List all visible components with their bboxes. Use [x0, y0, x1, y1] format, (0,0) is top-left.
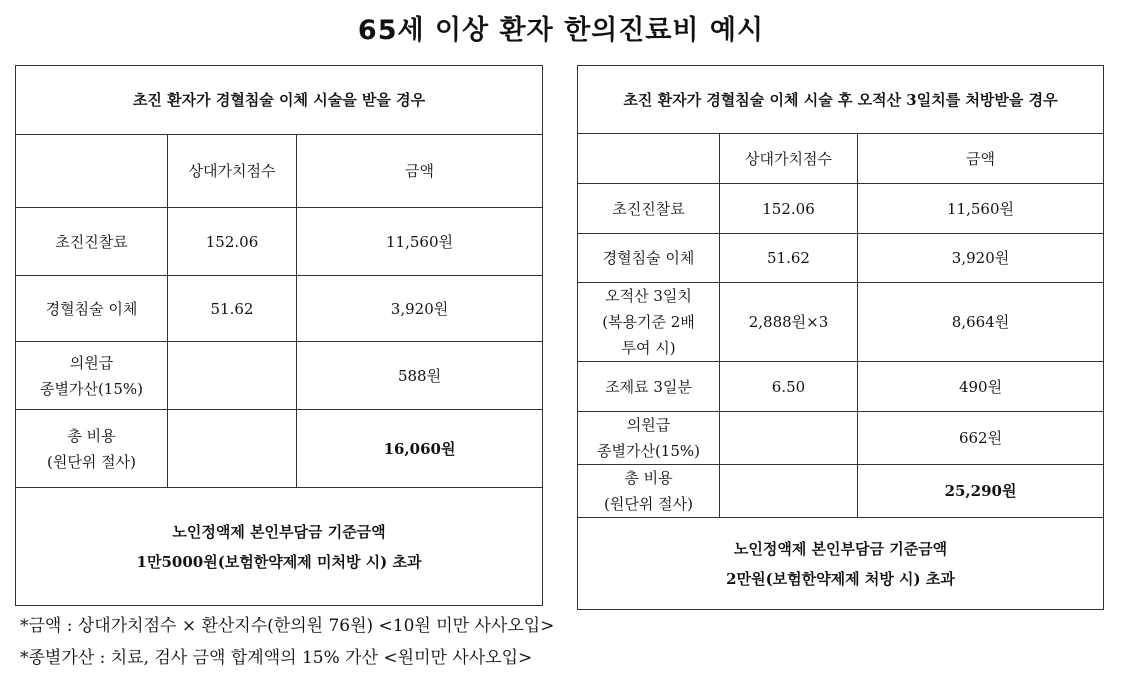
row-item-label-line: 오적산 3일치 — [605, 287, 692, 305]
row-item-label-line: (복용기준 2배 — [602, 313, 695, 331]
right-col-amount-header: 금액 — [858, 134, 1104, 184]
row-amount-value: 3,920원 — [297, 276, 543, 342]
right-fee-table — [577, 65, 1104, 610]
row-amount-value: 11,560원 — [858, 184, 1104, 234]
row-item-label-line: 총 비용 — [624, 469, 673, 487]
footer-line: 노인정액제 본인부담금 기준금액 — [733, 539, 948, 558]
row-points-value: 6.50 — [720, 362, 858, 412]
row-item-label — [578, 412, 720, 465]
row-points-value: 152.06 — [168, 208, 297, 276]
left-fee-table — [15, 65, 543, 606]
row-item-label: 조제료 3일분 — [578, 362, 720, 412]
table-row — [16, 208, 543, 276]
row-item-label — [578, 465, 720, 518]
footnote-amount: *금액 : 상대가치점수 × 환산지수(한의원 76원) <10원 미만 사사오입> — [20, 616, 555, 636]
row-item-label-line: 종별가산(15%) — [596, 442, 700, 460]
row-item-label-line: 의원급 — [69, 353, 114, 372]
row-points-value: 2,888원×3 — [720, 283, 858, 362]
footer-line: 1만5000원(보험한약제제 미처방 시) 초과 — [136, 552, 422, 571]
row-points-value — [720, 465, 858, 518]
footer-line: 2만원(보험한약제제 처방 시) 초과 — [726, 569, 955, 588]
total-amount-value: 16,060원 — [297, 410, 543, 488]
left-table-footer — [16, 488, 543, 606]
total-amount-value: 25,290원 — [858, 465, 1104, 518]
left-col-amount-header: 금액 — [297, 135, 543, 208]
row-amount-value: 490원 — [858, 362, 1104, 412]
left-header-empty — [16, 135, 168, 208]
row-item-label-line: 투여 시) — [621, 339, 676, 357]
table-row — [16, 342, 543, 410]
row-amount-value: 588원 — [297, 342, 543, 410]
table-row — [578, 412, 1104, 465]
left-table-heading: 초진 환자가 경혈침술 이체 시술을 받을 경우 — [16, 66, 543, 135]
footnote-surcharge: *종별가산 : 치료, 검사 금액 합계액의 15% 가산 <원미만 사사오입> — [20, 648, 533, 668]
row-item-label-line: (원단위 절사) — [47, 452, 136, 471]
table-row — [578, 184, 1104, 234]
row-amount-value: 11,560원 — [297, 208, 543, 276]
row-item-label — [578, 283, 720, 362]
row-item-label — [16, 342, 168, 410]
row-amount-value: 662원 — [858, 412, 1104, 465]
footer-line: 노인정액제 본인부담금 기준금액 — [172, 522, 386, 541]
row-item-label-line: 종별가산(15%) — [39, 379, 143, 398]
row-item-label: 초진진찰료 — [16, 208, 168, 276]
table-row — [578, 362, 1104, 412]
row-item-label: 경혈침술 이체 — [578, 234, 720, 283]
right-header-empty — [578, 134, 720, 184]
row-points-value: 51.62 — [168, 276, 297, 342]
table-row — [578, 234, 1104, 283]
table-row — [16, 276, 543, 342]
row-item-label — [16, 410, 168, 488]
row-points-value: 152.06 — [720, 184, 858, 234]
right-table-heading: 초진 환자가 경혈침술 이체 시술 후 오적산 3일치를 처방받을 경우 — [578, 66, 1104, 134]
page-title: 65세 이상 환자 한의진료비 예시 — [357, 15, 765, 46]
row-points-value — [168, 410, 297, 488]
right-table-footer — [578, 518, 1104, 610]
row-item-label-line: 총 비용 — [67, 426, 116, 445]
row-item-label-line: 의원급 — [626, 416, 671, 434]
row-points-value — [720, 412, 858, 465]
row-amount-value: 8,664원 — [858, 283, 1104, 362]
table-row — [578, 283, 1104, 362]
right-col-points-header: 상대가치점수 — [720, 134, 858, 184]
row-points-value — [168, 342, 297, 410]
row-item-label-line: (원단위 절사) — [604, 495, 693, 513]
row-amount-value: 3,920원 — [858, 234, 1104, 283]
row-points-value: 51.62 — [720, 234, 858, 283]
row-item-label: 초진진찰료 — [578, 184, 720, 234]
left-col-points-header: 상대가치점수 — [168, 135, 297, 208]
table-row-total — [578, 465, 1104, 518]
table-row-total — [16, 410, 543, 488]
row-item-label: 경혈침술 이체 — [16, 276, 168, 342]
